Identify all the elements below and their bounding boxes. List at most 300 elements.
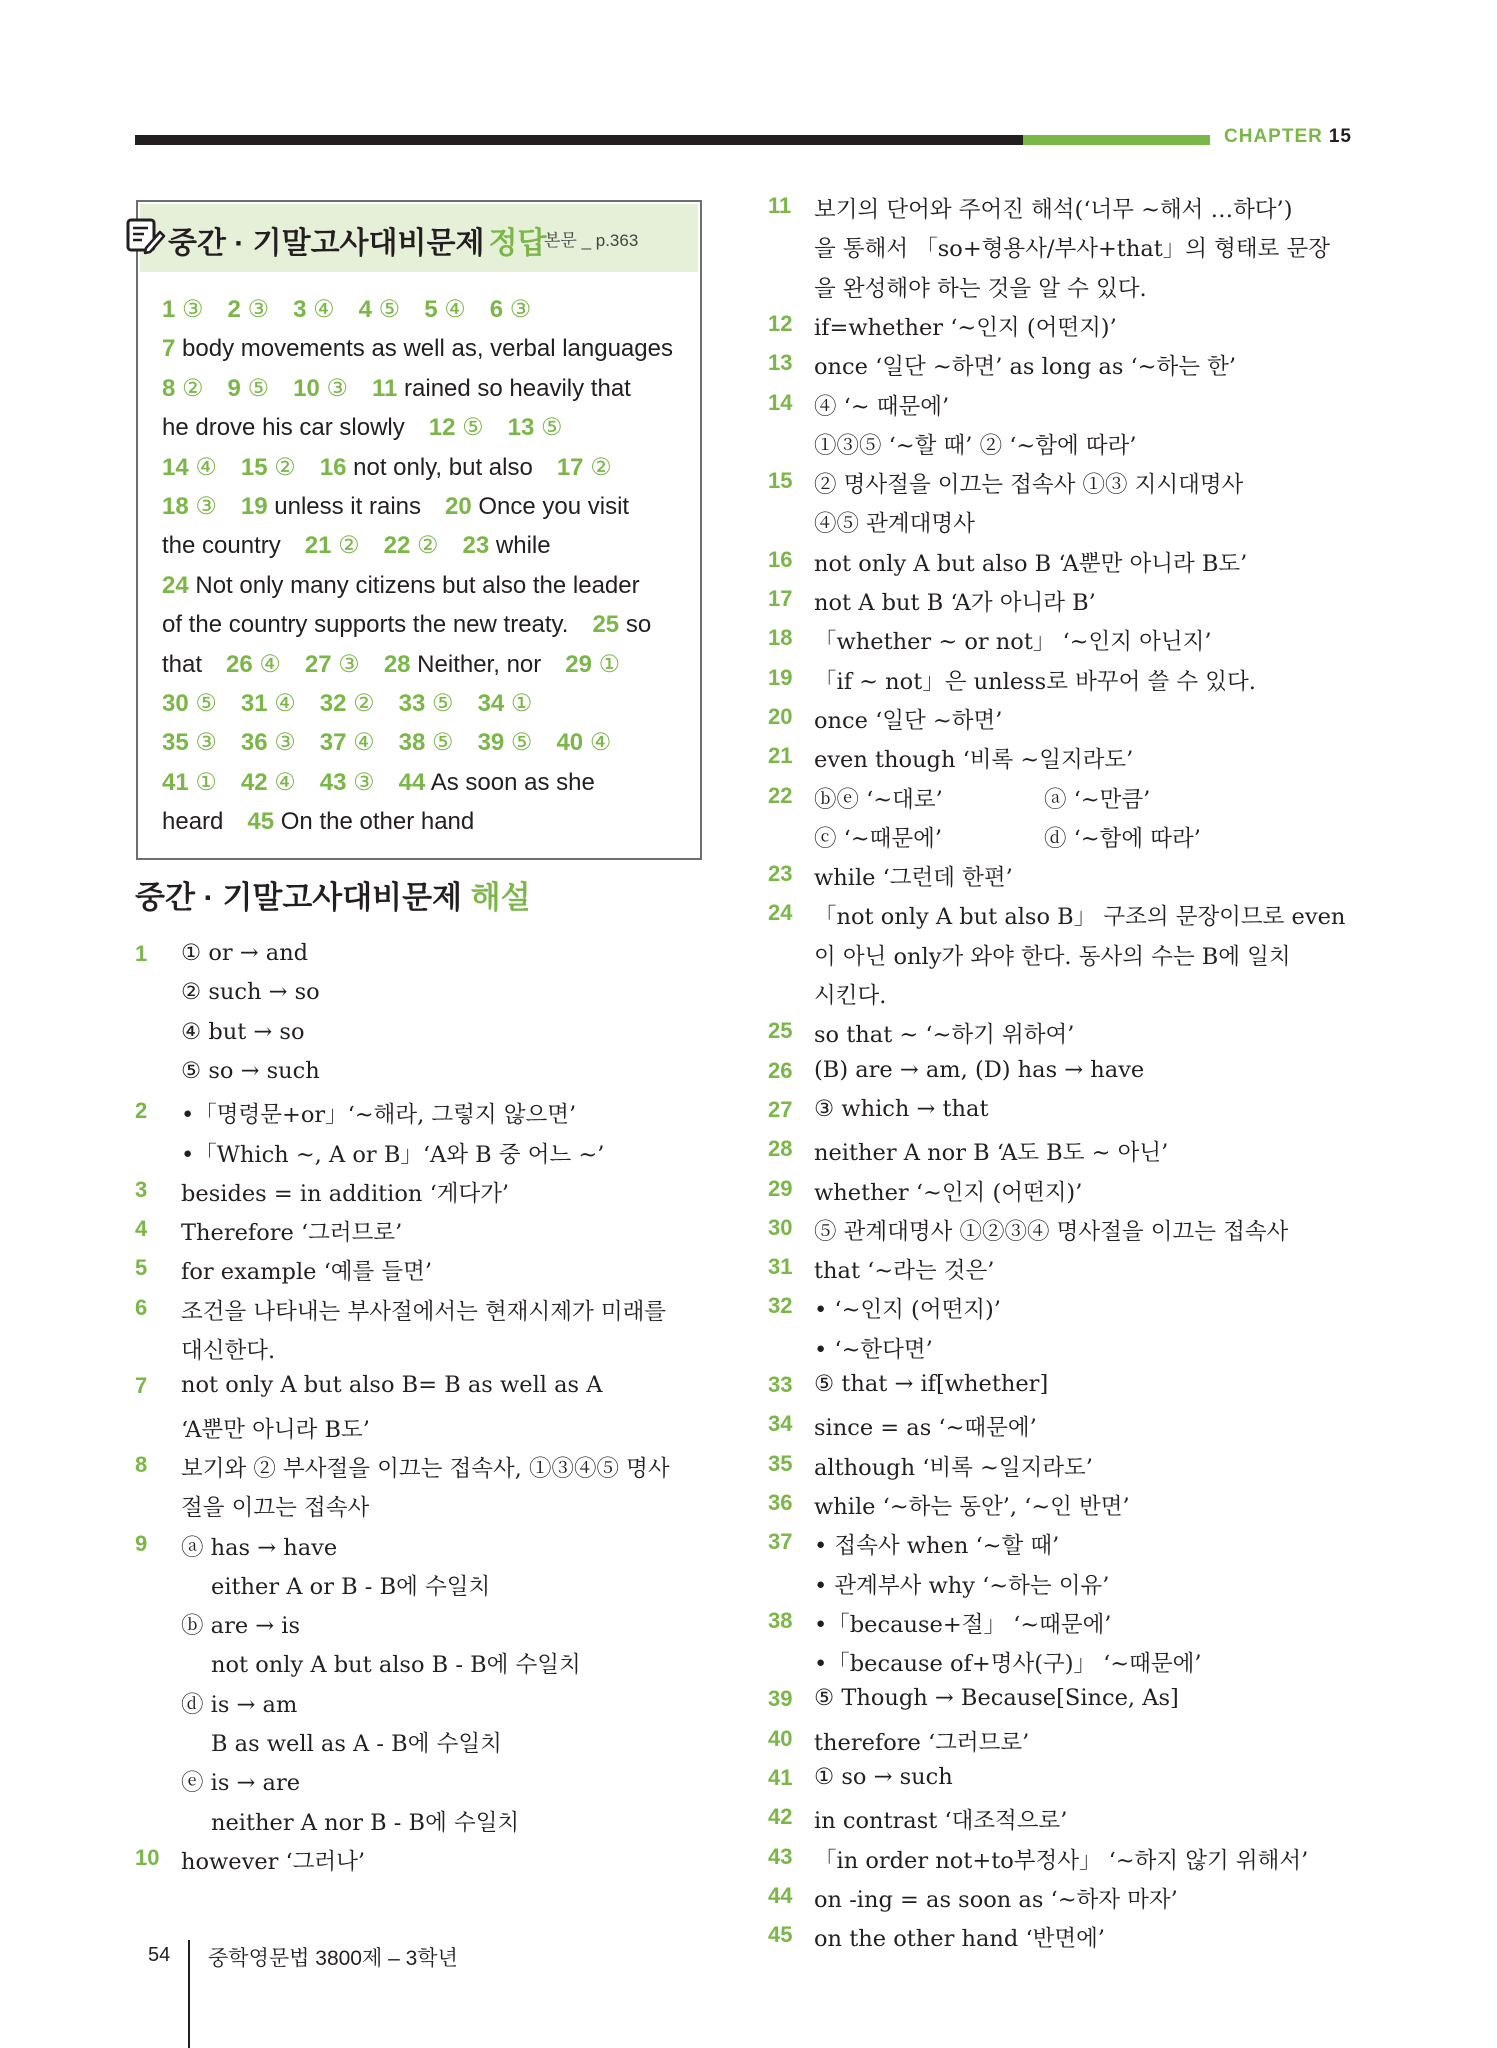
explanation-row: [135, 1490, 705, 1529]
question-number: 16: [768, 546, 793, 572]
answer-choice: ③: [331, 650, 360, 678]
explanation-row: [768, 1017, 1328, 1056]
explanation-row: [768, 1921, 1328, 1960]
explanation-text: neither A nor B ‘A도 B도 ~ 아닌’: [814, 1140, 1169, 1167]
question-number: 36: [768, 1489, 793, 1515]
answer-choice: ③: [319, 374, 348, 402]
question-number: 45: [768, 1922, 793, 1948]
explanation-row: [768, 1371, 1328, 1410]
answer-number: 17: [556, 453, 584, 481]
explanation-text: ⑤ that → if[whether]: [814, 1371, 1049, 1397]
question-number: 23: [768, 861, 793, 887]
answer-choice: ④: [252, 650, 281, 678]
answer-choice: ②: [346, 689, 375, 717]
explanation-text: ①③⑤ ‘~할 때’ ② ‘~함에 따라’: [814, 432, 1137, 459]
question-number: 2: [135, 1098, 148, 1124]
question-number: 14: [768, 389, 793, 415]
explanation-text: while ‘그런데 한편’: [814, 865, 1013, 892]
explanation-text: besides = in addition ‘게다가’: [181, 1180, 510, 1207]
question-number: 42: [768, 1804, 793, 1830]
explanation-row: [768, 1332, 1328, 1371]
explanation-row: [135, 1176, 705, 1215]
answer-text: the country: [162, 532, 281, 560]
explanation-text: neither A nor B - B에 수일치: [211, 1809, 520, 1836]
answer-number: 37: [319, 729, 347, 757]
question-number: 40: [768, 1725, 793, 1751]
explanation-text: •「because of+명사(구)」 ‘~때문에’: [814, 1651, 1202, 1678]
explanation-text: so that ~ ‘~하기 위하여’: [814, 1022, 1075, 1049]
explanation-row: [768, 939, 1328, 978]
explanation-row: [768, 782, 1328, 821]
explanation-row: [768, 1568, 1328, 1607]
explanation-row: [135, 1530, 705, 1569]
answer-text: not only, but also: [346, 453, 533, 481]
answer-number: 43: [319, 768, 347, 796]
answer-number: 2: [227, 296, 241, 323]
question-number: 33: [768, 1372, 793, 1397]
answer-line: [162, 448, 682, 487]
answer-choice: ③: [346, 768, 375, 796]
question-number: 29: [768, 1175, 793, 1201]
answer-number: 6: [489, 296, 504, 323]
explanation-row: [135, 1687, 705, 1726]
explanation-text: whether ‘~인지 (어떤지)’: [814, 1179, 1083, 1206]
explanation-text: once ‘일단 ~하면’: [814, 707, 1003, 734]
question-number: 39: [768, 1686, 793, 1712]
answer-text: On the other hand: [274, 808, 475, 836]
explanation-row: [768, 1057, 1328, 1096]
explanation-row: [768, 1489, 1328, 1528]
question-number: 41: [768, 1765, 793, 1790]
explanation-text: ⓓ is → am: [181, 1691, 298, 1718]
question-number: 28: [768, 1136, 793, 1162]
explanation-row: [768, 1803, 1328, 1842]
explanation-row: [768, 1135, 1328, 1174]
explanation-row: [768, 585, 1328, 624]
question-number: 32: [768, 1293, 793, 1319]
answer-number: 15: [240, 453, 268, 481]
answer-line: [162, 566, 682, 605]
explanation-row: [135, 979, 705, 1018]
explanation-row: [768, 1607, 1328, 1646]
explanation-row: [768, 428, 1328, 467]
explanation-text: ④⑤ 관계대명사: [814, 511, 975, 538]
answer-line: [162, 684, 682, 723]
explanation-text: ③ which → that: [814, 1095, 989, 1122]
answer-number: 35: [162, 729, 189, 757]
explanation-row: [768, 1528, 1328, 1567]
question-number: 13: [768, 350, 793, 376]
explanation-text: 절을 이끄는 접속사: [181, 1495, 370, 1522]
answer-number: 12: [428, 414, 456, 442]
answer-choice: ④: [267, 768, 296, 796]
answer-box-title-main: 중간 · 기말고사대비문제: [168, 227, 485, 260]
explanation-row: [768, 742, 1328, 781]
answer-choice: ③: [240, 296, 270, 323]
question-number: 1: [135, 941, 148, 966]
explanation-title-main: 중간 · 기말고사대비문제: [135, 880, 463, 915]
explanation-text: 「not only A but also B」 구조의 문장이므로 even: [814, 904, 1346, 931]
question-number: 34: [768, 1411, 793, 1437]
explanation-row: [135, 1569, 705, 1608]
answer-text: rained so heavily that: [397, 374, 631, 402]
answer-text: while: [489, 532, 551, 560]
explanation-text: ④ but → so: [181, 1018, 305, 1045]
explanation-row: [135, 1333, 705, 1372]
question-number: 43: [768, 1843, 793, 1869]
answer-line: [162, 645, 682, 684]
explanation-text: ④ ‘~ 때문에’: [814, 393, 950, 420]
explanation-row: [135, 1097, 705, 1136]
answer-choice: ⑤: [188, 689, 217, 717]
explanation-text: ‘A뿐만 아니라 B도’: [181, 1416, 370, 1443]
answer-number: 26: [226, 650, 253, 678]
explanation-row: [135, 1844, 705, 1883]
explanation-text: •「because+절」 ‘~때문에’: [814, 1611, 1112, 1638]
answer-number: 39: [477, 729, 505, 757]
explanation-text: on the other hand ‘반면에’: [814, 1926, 1105, 1953]
explanation-text: B as well as A - B에 수일치: [211, 1731, 502, 1757]
answer-box-page-ref: 본문 _ p.363: [544, 231, 639, 250]
explanation-row: [768, 1096, 1328, 1135]
explanation-text: 「in order not+to부정사」 ‘~하지 않기 위해서’: [814, 1847, 1309, 1874]
explanation-text: ⑤ so → such: [181, 1057, 320, 1084]
explanation-text: once ‘일단 ~하면’ as long as ‘~하는 한’: [814, 354, 1237, 381]
pencil-note-icon: [124, 214, 168, 258]
answer-choice: ①: [591, 650, 621, 678]
answer-choice: ④: [306, 296, 335, 323]
explanation-text: Therefore ‘그러므로’: [181, 1220, 403, 1247]
answer-number: 7: [162, 335, 176, 363]
answer-box-header: [140, 204, 698, 272]
explanation-text: not A but B ‘A가 아니라 B’: [814, 590, 1096, 616]
answer-number: 45: [247, 808, 275, 836]
question-number: 25: [768, 1018, 793, 1044]
explanation-text: 조건을 나타내는 부사절에서는 현재시제가 미래를: [181, 1298, 667, 1325]
question-number: 10: [135, 1844, 160, 1870]
explanation-list-right: [768, 192, 1346, 1953]
answer-choice: ②: [175, 374, 204, 402]
answer-number: 3: [293, 296, 307, 323]
answer-choice: ④: [346, 729, 375, 757]
explanation-row: [768, 192, 1328, 231]
explanation-row: [768, 349, 1328, 388]
explanation-text: ⓑ are → is: [181, 1613, 301, 1640]
answer-line: [162, 605, 682, 644]
explanation-row: [135, 1726, 705, 1765]
answer-number: 27: [304, 650, 332, 678]
question-number: 21: [768, 743, 793, 769]
explanation-text: if=whether ‘~인지 (어떤지)’: [814, 314, 1117, 341]
explanation-row: [135, 1805, 705, 1844]
answer-number: 19: [240, 492, 268, 520]
explanation-row: [135, 1137, 705, 1176]
header-rule-black: [135, 135, 1023, 145]
question-number: 7: [135, 1373, 148, 1399]
explanation-row: [135, 1215, 705, 1254]
explanation-text: not only A but also B ‘A뿐만 아니라 B도’: [814, 550, 1248, 577]
answer-number: 1: [162, 296, 176, 323]
explanation-text: •「명령문+or」‘~해라, 그렇지 않으면’: [181, 1102, 577, 1129]
explanation-row: [768, 821, 1328, 860]
question-number: 38: [768, 1607, 793, 1633]
explanation-row: [135, 1451, 705, 1490]
answer-text: Neither, nor: [410, 650, 542, 678]
explanation-text: for example ‘예를 들면’: [181, 1259, 432, 1286]
answer-choice: ③: [188, 492, 217, 520]
answer-box: [136, 200, 702, 860]
explanation-text: 대신한다.: [181, 1338, 276, 1364]
explanation-text: • ‘~한다면’: [814, 1336, 933, 1363]
question-number: 3: [135, 1176, 148, 1202]
explanation-text: 이 아닌 only가 와야 한다. 동사의 수는 B에 일치: [814, 943, 1291, 970]
answer-number: 13: [507, 414, 535, 442]
answer-choice: ⑤: [534, 414, 563, 442]
answer-text: unless it rains: [267, 492, 421, 520]
explanation-row: [135, 1294, 705, 1333]
explanation-row: [768, 271, 1328, 310]
answer-choice: ①: [188, 768, 217, 796]
explanation-text: even though ‘비록 ~일지라도’: [814, 747, 1134, 774]
explanation-row: [768, 703, 1328, 742]
answer-box-title: [168, 218, 546, 262]
explanation-row: [135, 1608, 705, 1647]
answer-number: 31: [240, 689, 268, 717]
explanation-text: however ‘그러나’: [181, 1848, 366, 1875]
question-number: 30: [768, 1214, 793, 1240]
explanation-row: [135, 1412, 705, 1451]
explanation-row: [768, 389, 1328, 428]
answer-number: 32: [319, 689, 347, 717]
chapter-label: [1224, 126, 1352, 148]
explanation-row: [135, 1372, 705, 1411]
explanation-text: 보기와 ② 부사절을 이끄는 접속사, ①③④⑤ 명사: [181, 1455, 670, 1482]
answer-choice: ③: [175, 296, 204, 323]
question-number: 18: [768, 625, 793, 651]
answer-number: 9: [227, 374, 241, 402]
answer-number: 25: [592, 611, 620, 639]
explanation-text: ⑤ 관계대명사 ①②③④ 명사절을 이끄는 접속사: [814, 1218, 1289, 1245]
explanation-row: [135, 1647, 705, 1686]
explanation-text: 「if ~ not」은 unless로 바꾸어 쓸 수 있다.: [814, 668, 1256, 695]
answer-choice: ②: [410, 532, 439, 560]
question-number: 12: [768, 310, 793, 336]
explanation-row: [768, 546, 1328, 585]
explanation-row: [768, 1214, 1328, 1253]
answer-text: heard: [162, 808, 224, 836]
answer-line: [162, 329, 682, 368]
question-number: 44: [768, 1882, 793, 1908]
explanation-row: [768, 624, 1328, 663]
question-number: 20: [768, 703, 793, 729]
explanation-text: (B) are → am, (D) has → have: [814, 1056, 1145, 1083]
answer-number: 30: [162, 689, 189, 717]
answer-choice: ④: [188, 453, 217, 481]
explanation-row: [768, 467, 1328, 506]
explanation-text: not only A but also B - B에 수일치: [211, 1652, 581, 1679]
question-number: 24: [768, 900, 793, 926]
answer-number: 40: [556, 729, 584, 757]
explanation-row: [135, 1058, 705, 1097]
page-number: 54: [148, 1944, 171, 1966]
explanation-text: on -ing = as soon as ‘~하자 마자’: [814, 1886, 1178, 1913]
answer-line: [162, 487, 682, 526]
answer-number: 18: [162, 492, 189, 520]
answer-text: he drove his car slowly: [162, 414, 405, 442]
answer-text: As soon as she: [425, 768, 595, 796]
answer-number: 42: [240, 768, 268, 796]
explanation-title: [135, 872, 531, 917]
answer-key-list: [162, 290, 682, 841]
question-number: 31: [768, 1254, 793, 1280]
answer-choice: ④: [583, 729, 612, 757]
answer-choice: ⑤: [425, 729, 454, 757]
answer-number: 24: [162, 571, 189, 599]
explanation-text: 시킨다.: [814, 983, 887, 1009]
answer-line: [162, 369, 682, 408]
answer-text: body movements as well as, verbal languages: [175, 335, 673, 363]
explanation-text: ⑤ Though → Because[Since, As]: [814, 1685, 1179, 1712]
explanation-text: ⓐ has → have: [181, 1534, 338, 1561]
explanation-text: ⓒ ‘~때문에’: [814, 825, 943, 852]
answer-number: 14: [162, 453, 189, 481]
answer-choice: ⑤: [240, 374, 270, 402]
answer-number: 23: [462, 532, 490, 560]
answer-number: 29: [565, 650, 592, 678]
question-number: 35: [768, 1450, 793, 1476]
explanation-row: [768, 1175, 1328, 1214]
answer-choice: ②: [331, 532, 360, 560]
explanation-text: not only A but also B= B as well as A: [181, 1372, 603, 1399]
answer-number: 11: [371, 374, 398, 402]
explanation-row: [768, 506, 1328, 545]
explanation-row: [768, 1253, 1328, 1292]
header-rule-green: [1023, 135, 1210, 145]
chapter-label-text: CHAPTER: [1224, 126, 1323, 147]
explanation-row: [135, 1019, 705, 1058]
explanation-title-accent: 해설: [470, 880, 531, 915]
explanation-text: •「Which ~, A or B」‘A와 B 중 어느 ~’: [181, 1141, 605, 1168]
question-number: 6: [135, 1294, 148, 1320]
answer-choice: ①: [504, 689, 533, 717]
answer-line: [162, 408, 682, 447]
question-number: 11: [768, 193, 792, 218]
answer-text: that: [162, 650, 203, 678]
answer-box-title-accent: 정답: [488, 227, 547, 260]
explanation-row: [768, 899, 1346, 938]
explanation-text: ⓔ is → are: [181, 1770, 301, 1797]
explanation-text: ② 명사절을 이끄는 접속사 ①③ 지시대명사: [814, 472, 1244, 499]
question-number: 5: [135, 1255, 148, 1281]
answer-choice: ⑤: [425, 689, 454, 717]
question-number: 8: [135, 1451, 148, 1477]
answer-line: [162, 763, 682, 802]
answer-number: 44: [398, 768, 426, 796]
answer-number: 5: [424, 296, 438, 323]
answer-line: [162, 723, 682, 762]
question-number: 26: [768, 1057, 793, 1083]
answer-line: [162, 526, 682, 565]
answer-choice: ③: [267, 729, 296, 757]
answer-choice: ④: [267, 689, 296, 717]
answer-number: 10: [293, 374, 320, 402]
explanation-text: 보기의 단어와 주어진 해석(‘너무 ~해서 …하다’): [814, 197, 1293, 223]
question-number: 15: [768, 468, 793, 494]
explanation-text-secondary: ⓓ ‘~함에 따라’: [1044, 825, 1201, 852]
answer-number: 38: [398, 729, 426, 757]
question-number: 4: [135, 1216, 148, 1242]
answer-number: 36: [240, 729, 268, 757]
question-number: 9: [135, 1530, 148, 1556]
explanation-row: [768, 310, 1328, 349]
question-number: 27: [768, 1096, 793, 1122]
explanation-row: [768, 231, 1331, 270]
answer-number: 20: [445, 492, 472, 520]
explanation-text: since = as ‘~때문에’: [814, 1415, 1037, 1442]
answer-number: 41: [162, 768, 189, 796]
chapter-number: 15: [1328, 126, 1352, 147]
explanation-text: that ‘~라는 것은’: [814, 1258, 995, 1285]
answer-choice: ②: [267, 453, 296, 481]
explanation-row: [135, 1254, 705, 1293]
explanation-row: [768, 1292, 1328, 1331]
explanation-text: either A or B - B에 수일치: [211, 1573, 491, 1600]
explanation-row: [768, 1646, 1328, 1685]
explanation-row: [768, 1685, 1328, 1724]
answer-choice: ③: [188, 729, 217, 757]
explanation-text: therefore ‘그러므로’: [814, 1729, 1030, 1756]
explanation-text: 을 통해서 「so+형용사/부사+that」의 형태로 문장: [814, 236, 1331, 263]
explanation-row: [135, 1765, 705, 1804]
explanation-text: although ‘비록 ~일지라도’: [814, 1454, 1093, 1481]
explanation-row: [768, 1882, 1328, 1921]
answer-line: [162, 802, 682, 841]
explanation-text-secondary: ⓐ ‘~만큼’: [1044, 786, 1151, 813]
answer-choice: ⑤: [455, 414, 484, 442]
explanation-row: [768, 1725, 1328, 1764]
question-number: 22: [768, 782, 793, 808]
answer-choice: ⑤: [504, 729, 533, 757]
answer-choice: ③: [503, 296, 532, 323]
answer-text: so: [619, 611, 652, 639]
explanation-row: [135, 940, 705, 979]
answer-text: Once you visit: [471, 492, 630, 520]
explanation-row: [768, 978, 1328, 1017]
answer-line: [162, 290, 682, 329]
answer-number: 22: [383, 532, 411, 560]
explanation-text: ① so → such: [814, 1764, 953, 1790]
explanation-row: [768, 1843, 1328, 1882]
footer-divider: [188, 1940, 190, 2048]
answer-number: 8: [162, 374, 176, 402]
question-number: 37: [768, 1529, 793, 1555]
answer-text: Not only many citizens but also the leader: [188, 571, 640, 599]
answer-number: 4: [358, 296, 372, 323]
answer-choice: ②: [583, 453, 612, 481]
explanation-row: [768, 1410, 1328, 1449]
explanation-row: [768, 664, 1328, 703]
explanation-text: ① or → and: [181, 940, 309, 966]
explanation-row: [768, 1450, 1328, 1489]
book-title: 중학영문법 3800제 – 3학년: [208, 1947, 458, 1970]
explanation-text: 「whether ~ or not」 ‘~인지 아닌지’: [814, 629, 1212, 656]
question-number: 19: [768, 664, 793, 690]
explanation-row: [768, 1764, 1328, 1803]
explanation-text: • 접속사 when ‘~할 때’: [814, 1533, 1060, 1560]
explanation-text: • 관계부사 why ‘~하는 이유’: [814, 1572, 1110, 1599]
answer-number: 16: [319, 453, 347, 481]
explanation-list-left: [135, 940, 705, 1880]
